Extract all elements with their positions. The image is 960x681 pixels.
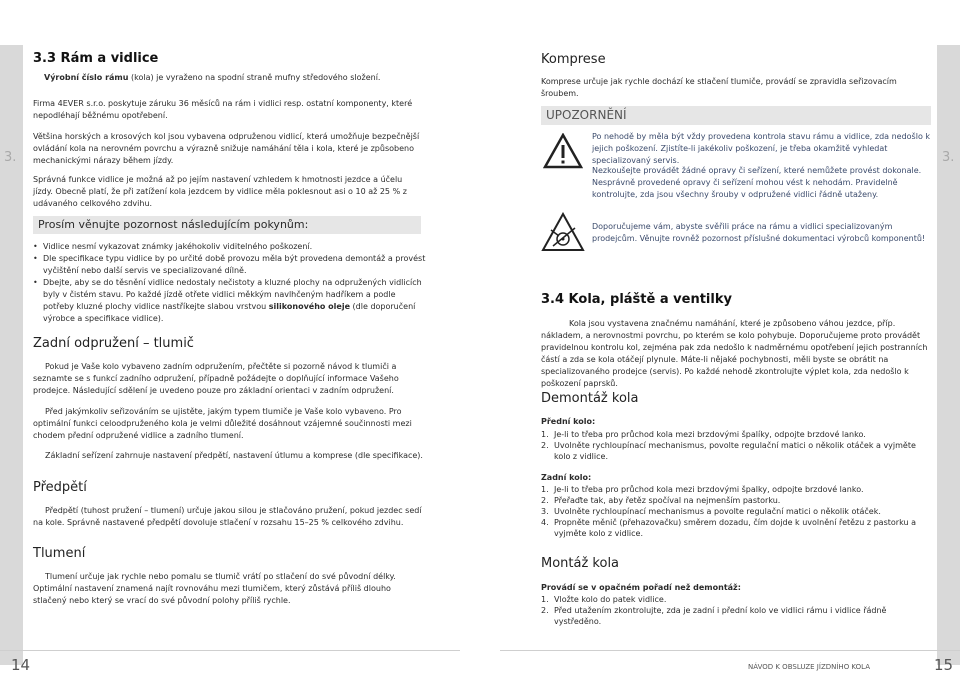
list-item-text-end: (dle doporučení výrobce a specifikace vidlice).	[43, 302, 416, 323]
wheel-dismount-title: Demontáž kola	[541, 391, 639, 406]
list-item	[541, 594, 931, 605]
step-number: 1.	[541, 485, 549, 494]
front-wheel-label: Přední kolo:	[541, 417, 596, 426]
list-item	[541, 605, 931, 627]
front-wheel-steps	[541, 429, 931, 462]
step-number: 2.	[541, 606, 549, 615]
warning-text-1: Po nehodě by měla být vždy provedena kontrola stavu rámu a vidlice, zda nedošlo k jejich poškození. Zjistíte-li jakékoliv poškození, je třeba okamžitě vyhledat specializovaný servis.	[592, 132, 931, 165]
step-text: Vložte kolo do patek vidlice.	[554, 595, 667, 604]
fork-intro-text: Většina horských a krosových kol jsou vybavena odpruženou vidlicí, která umožňuje bezpečnější ovládání kola na nerovném povrchu a výrazně snižuje namáhání těla i kola, které je způsobeno mechanickými nárazy během jízdy.	[33, 132, 420, 165]
warning-text-2: Nezkoušejte provádět žádné opravy či seřízení, které nemůžete provést dokonale. Nesprávně provedené opravy či seřízení mohou vést k nehodám. Pravidelně kontrolujte, zda jsou všechny šrouby v odpružené vidlici řádně utaženy.	[592, 166, 922, 199]
list-item	[541, 440, 931, 462]
rear-wheel-steps	[541, 484, 931, 539]
step-number: 3.	[541, 507, 549, 516]
instructions-header-bar: Prosím věnujte pozornost následujícím pokynům:	[33, 216, 421, 234]
right-side-tab	[937, 45, 960, 665]
serial-number-text	[44, 72, 424, 84]
step-text: Přeřaďte tak, aby řetěz spočíval na nejmenším pastorku.	[554, 496, 781, 505]
list-item	[541, 517, 931, 539]
compression-title: Komprese	[541, 52, 606, 67]
step-number: 1.	[541, 430, 549, 439]
mount-order-label: Provádí se v opačném pořadí než demontáž:	[541, 583, 741, 592]
warning-header-bar: UPOZORNĚNÍ	[541, 106, 931, 125]
list-item	[541, 506, 931, 517]
rear-suspension-p2: Před jakýmkoliv seřizováním se ujistěte, jakým typem tlumiče je Vaše kolo vybaveno. Pro optimální funkci celoodpruženého kola je velmi důležité dosáhnout vzájemné součinnosti mezi chodem přední odpružené vidlice a zadního tlumení.	[33, 407, 412, 440]
left-side-number: 3.	[4, 150, 17, 165]
step-text: Uvolněte rychloupínací mechanismus a povolte regulační matici o několik otáček.	[554, 507, 881, 516]
rear-suspension-p3: Základní seřízení zahrnuje nastavení předpětí, nastavení útlumu a komprese (dle specifikace).	[45, 451, 423, 460]
right-side-number: 3.	[942, 150, 955, 165]
preload-text: Předpětí (tuhost pružení – tlumení) určuje jakou silou je stlačováno pružení, pokud jezdec sedí na kole. Správně nastavené předpětí dovoluje stlačení v rozsahu 15–25 % celkového zdvihu.	[33, 506, 422, 527]
list-item: • Dle specifikace typu vidlice by po určité době provozu měla být provedena demontáž a provést vyčištění nebo další servis ve specializované dílně.	[33, 253, 426, 277]
step-text: Je-li to třeba pro průchod kola mezi brzdovými špalky, odpojte brzdové lanko.	[554, 485, 864, 494]
step-number: 1.	[541, 595, 549, 604]
footer-manual-title: NÁVOD K OBSLUZE JÍZDNÍHO KOLA	[748, 663, 870, 671]
step-text: Před utažením zkontrolujte, zda je zadní i přední kolo ve vidlici rámu i vidlice řádně vystředěno.	[554, 606, 887, 626]
left-footer-line	[0, 650, 460, 651]
list-item: • Vidlice nesmí vykazovat známky jakéhokoliv viditelného poškození.	[33, 241, 426, 253]
section-title-wheels: 3.4 Kola, pláště a ventilky	[541, 292, 732, 307]
preload-title: Předpětí	[33, 480, 87, 495]
list-item	[541, 429, 931, 440]
damping-title: Tlumení	[33, 546, 86, 561]
service-recommendation-text: Doporučujeme vám, abyste svěřili práce na rámu a vidlici specializovaným prodejcům. Věnujte rovněž pozornost příslušné dokumentaci výrobců komponentů!	[592, 222, 926, 243]
step-number: 2.	[541, 441, 549, 450]
right-footer-line	[500, 650, 960, 651]
step-text: Propněte měnič (přehazovačku) směrem dozadu, čím dojde k uvolnění řetězu z pastorku a vyjměte kolo z vidlice.	[554, 518, 916, 538]
left-side-tab	[0, 45, 23, 665]
section-title-frame-fork: 3.3 Rám a vidlice	[33, 51, 159, 66]
list-item	[33, 277, 426, 325]
warranty-text: Firma 4EVER s.r.o. poskytuje záruku 36 měsíců na rám i vidlici resp. ostatní komponenty, které nepodléhají běžnému opotřebení.	[33, 99, 413, 120]
step-text: Uvolněte rychloupínací mechanismus, povolte regulační matici o několik otáček a vyjměte kolo z vidlice.	[554, 441, 916, 461]
wheel-mount-steps	[541, 594, 931, 627]
damping-text: Tlumení určuje jak rychle nebo pomalu se tlumič vrátí po stlačení do své původní délky. Optimální nastavení znamená najít rovnováhu mezi tlumičem, který zůstává příliš dlouho stlačený nebo který se vrací do své původní polohy příliš rychle.	[33, 572, 396, 605]
step-number: 4.	[541, 518, 549, 527]
rear-suspension-title: Zadní odpružení – tlumič	[33, 336, 194, 351]
silicone-oil-bold: silikonového oleje	[268, 302, 351, 311]
fork-instructions-list	[33, 241, 426, 325]
rear-suspension-p1: Pokud je Vaše kolo vybaveno zadním odpružením, přečtěte si pozorně návod k tlumiči a seznamte se s funkcí zadního odpružení, případně požádejte o doplňující informace Vašeho prodejce. Následující sdělení je uvedeno pouze pro základní orientaci v zadním odpružení.	[33, 362, 399, 395]
left-page-number: 14	[11, 656, 31, 674]
step-number: 2.	[541, 496, 549, 505]
list-item	[541, 484, 931, 495]
rear-wheel-label: Zadní kolo:	[541, 473, 592, 482]
serial-number-rest: (kola) je vyraženo na spodní straně mufny středového složení.	[128, 73, 381, 82]
list-item-text: Dbejte, aby se do těsnění vidlice nedostaly nečistoty a kluzné plochy na odpružených vidlicích byly v čistém stavu. Po každé jízdě otřete vidlici měkkým navlhčeným hadříkem a podle potřeby kluzné plochy vidlice nastříkejte slabou vrstvou	[43, 278, 422, 311]
wheel-mount-title: Montáž kola	[541, 556, 620, 571]
step-text: Je-li to třeba pro průchod kola mezi brzdovými špalíky, odpojte brzdové lanko.	[554, 430, 866, 439]
serial-number-bold: Výrobní číslo rámu	[44, 73, 129, 82]
warning-triangle-icon	[543, 133, 583, 169]
compression-text: Komprese určuje jak rychle dochází ke stlačení tlumiče, provádí se zpravidla seřizovacím šroubem.	[541, 77, 897, 98]
right-page-number: 15	[934, 656, 954, 674]
fork-function-text: Správná funkce vidlice je možná až po jejím nastavení vzhledem k hmotnosti jezdce a účelu jízdy. Obecně platí, že při zatížení kola jezdcem by vidlice měla poklesnout asi o 10 až 25 % z udávaného celkového zdvihu.	[33, 175, 407, 208]
wheels-text: Kola jsou vystavena značnému namáhání, které je způsobeno váhou jezdce, příp. nákladem, a nerovnostmi povrchu, po kterém se kolo pohybuje. Doporučujeme proto provádět pravidelnou kontrolu kol, zejména pak zda nedošlo k nadměrnému opotřebení jejich postranních částí a zda se kola otáčejí plynule. Máte-li nějaké pochybnosti, měli byste se obrátit na specializovaného prodejce (servis). Po každé nehodě zkontrolujte výplet kola, zda nedošlo k poškození paprsků.	[541, 319, 928, 388]
no-water-jet-icon	[541, 212, 585, 252]
list-item	[541, 495, 931, 506]
